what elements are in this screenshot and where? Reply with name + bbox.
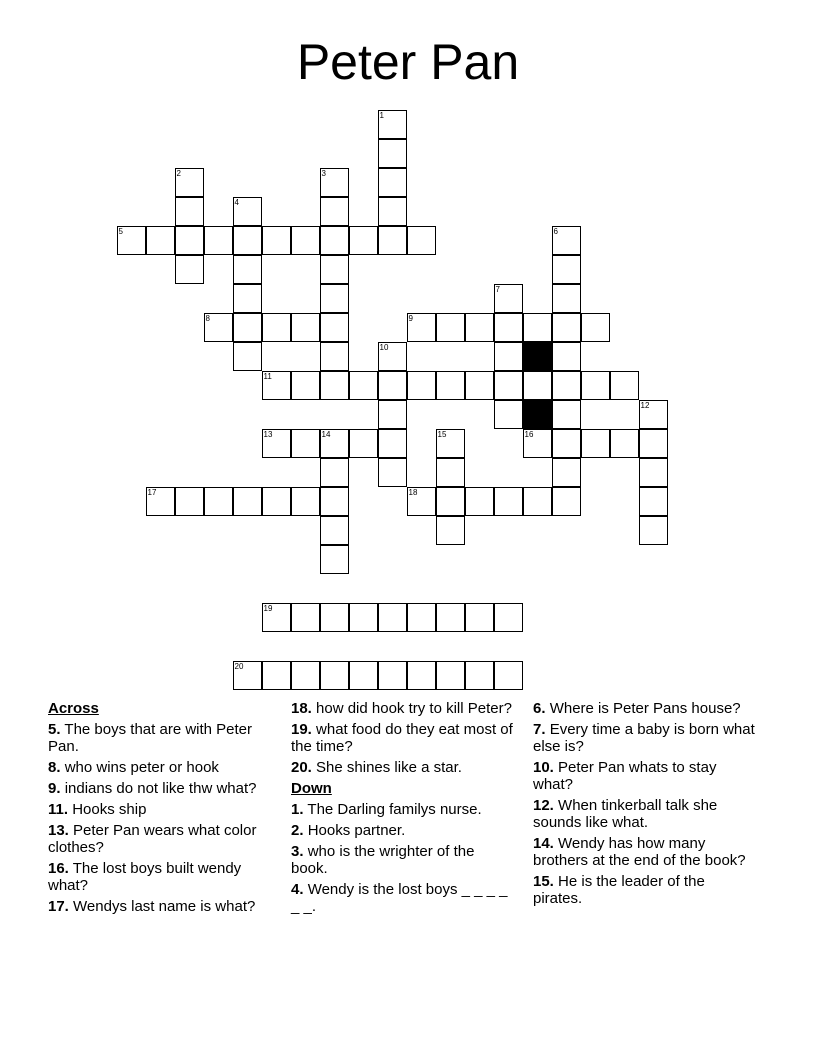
- clue-across-18: 18. how did hook try to kill Peter?: [291, 700, 512, 717]
- clue-across-16: 16. The lost boys built wendy what?: [48, 860, 242, 894]
- clue-number: 10: [379, 342, 389, 352]
- clue-across-8: 8. who wins peter or hook: [48, 759, 219, 776]
- grid-cell[interactable]: [552, 284, 581, 313]
- grid-cell[interactable]: [552, 313, 581, 342]
- grid-cell[interactable]: [494, 371, 523, 400]
- clue-down-4: 4. Wendy is the lost boys _ _ _ _ _ _.: [291, 881, 508, 915]
- grid-cell[interactable]: [320, 429, 349, 458]
- clues-column-2: [291, 700, 513, 919]
- clue-number: 5: [118, 226, 123, 236]
- grid-cell[interactable]: [175, 226, 204, 255]
- grid-cell[interactable]: [407, 226, 436, 255]
- black-cell: [523, 342, 552, 371]
- grid-cell[interactable]: [436, 487, 465, 516]
- clue-across-13: 13. Peter Pan wears what color clothes?: [48, 822, 257, 856]
- grid-cell[interactable]: [233, 197, 262, 226]
- grid-cell[interactable]: [494, 487, 523, 516]
- clue-number: 15: [437, 429, 447, 439]
- grid-cell[interactable]: [320, 603, 349, 632]
- grid-cell[interactable]: [639, 458, 668, 487]
- clue-number: 9: [408, 313, 413, 323]
- grid-cell[interactable]: [552, 458, 581, 487]
- clues-column-1: [48, 700, 268, 919]
- clue-number: 4: [234, 197, 239, 207]
- grid-cell[interactable]: [349, 429, 378, 458]
- clue-number: 2: [176, 168, 181, 178]
- grid-cell[interactable]: [378, 197, 407, 226]
- grid-cell[interactable]: [639, 487, 668, 516]
- clue-number: 11: [263, 371, 272, 381]
- grid-cell[interactable]: [175, 197, 204, 226]
- grid-cell[interactable]: [465, 487, 494, 516]
- grid-cell[interactable]: [175, 255, 204, 284]
- grid-cell[interactable]: [610, 429, 639, 458]
- grid-cell[interactable]: [320, 516, 349, 545]
- grid-cell[interactable]: [291, 429, 320, 458]
- grid-cell[interactable]: [320, 255, 349, 284]
- grid-cell[interactable]: [320, 226, 349, 255]
- clue-number: 8: [205, 313, 210, 323]
- grid-cell[interactable]: [407, 661, 436, 690]
- grid-cell[interactable]: [552, 342, 581, 371]
- clue-down-2: 2. Hooks partner.: [291, 822, 406, 839]
- grid-cell[interactable]: [378, 371, 407, 400]
- grid-cell[interactable]: [349, 371, 378, 400]
- grid-cell[interactable]: [465, 371, 494, 400]
- grid-cell[interactable]: [552, 371, 581, 400]
- grid-cell[interactable]: [610, 371, 639, 400]
- grid-cell[interactable]: [175, 487, 204, 516]
- grid-cell[interactable]: [378, 226, 407, 255]
- clue-number: 20: [234, 661, 244, 671]
- grid-cell[interactable]: [291, 226, 320, 255]
- grid-cell[interactable]: [523, 313, 552, 342]
- grid-cell[interactable]: [146, 487, 175, 516]
- grid-cell[interactable]: [494, 400, 523, 429]
- grid-cell[interactable]: [146, 226, 175, 255]
- grid-cell[interactable]: [465, 313, 494, 342]
- grid-cell[interactable]: [639, 429, 668, 458]
- grid-cell[interactable]: [639, 516, 668, 545]
- grid-cell[interactable]: [233, 661, 262, 690]
- grid-cell[interactable]: [581, 429, 610, 458]
- grid-cell[interactable]: [378, 429, 407, 458]
- grid-cell[interactable]: [407, 313, 436, 342]
- grid-cell[interactable]: [320, 458, 349, 487]
- clue-number: 13: [263, 429, 273, 439]
- grid-cell[interactable]: [262, 603, 291, 632]
- puzzle-title: Peter Pan: [296, 34, 520, 90]
- clue-down-10: 10. Peter Pan whats to stay what?: [533, 759, 717, 793]
- grid-cell[interactable]: [378, 603, 407, 632]
- grid-cell[interactable]: [291, 603, 320, 632]
- grid-cell[interactable]: [523, 371, 552, 400]
- grid-cell[interactable]: [204, 313, 233, 342]
- grid-cell[interactable]: [523, 429, 552, 458]
- grid-cell[interactable]: [349, 603, 378, 632]
- grid-cell[interactable]: [552, 400, 581, 429]
- clue-across-19: 19. what food do they eat most of the time?: [291, 721, 513, 755]
- grid-cell[interactable]: [552, 255, 581, 284]
- clue-number: 7: [495, 284, 500, 294]
- grid-cell[interactable]: [320, 342, 349, 371]
- grid-cell[interactable]: [465, 661, 494, 690]
- grid-cell[interactable]: [552, 487, 581, 516]
- clue-down-14: 14. Wendy has how many brothers at the end of the book?: [533, 835, 746, 869]
- clue-across-9: 9. indians do not like thw what?: [48, 780, 257, 797]
- grid-cell[interactable]: [436, 429, 465, 458]
- grid-cell[interactable]: [233, 342, 262, 371]
- grid-cell[interactable]: [407, 603, 436, 632]
- grid-cell[interactable]: [494, 284, 523, 313]
- grid-cell[interactable]: [552, 429, 581, 458]
- across-heading: Across: [48, 700, 99, 717]
- grid-cell[interactable]: [581, 313, 610, 342]
- clue-down-12: 12. When tinkerball talk she sounds like what.: [533, 797, 718, 831]
- down-heading: Down: [291, 780, 332, 797]
- grid-cell[interactable]: [349, 226, 378, 255]
- grid-cell[interactable]: [320, 313, 349, 342]
- clue-across-20: 20. She shines like a star.: [291, 759, 462, 776]
- grid-cell[interactable]: [291, 661, 320, 690]
- clue-down-3: 3. who is the wrighter of the book.: [291, 843, 475, 877]
- grid-cell[interactable]: [262, 661, 291, 690]
- grid-cell[interactable]: [436, 661, 465, 690]
- grid-cell[interactable]: [233, 487, 262, 516]
- grid-cell[interactable]: [320, 168, 349, 197]
- grid-cell[interactable]: [175, 168, 204, 197]
- grid-cell[interactable]: [378, 110, 407, 139]
- grid-cell[interactable]: [349, 661, 378, 690]
- grid-cell[interactable]: [233, 284, 262, 313]
- grid-cell[interactable]: [233, 313, 262, 342]
- grid-cell[interactable]: [204, 487, 233, 516]
- grid-cell[interactable]: [378, 400, 407, 429]
- clue-number: 6: [553, 226, 558, 236]
- grid-cell[interactable]: [494, 342, 523, 371]
- clue-across-17: 17. Wendys last name is what?: [48, 898, 256, 915]
- grid-cell[interactable]: [378, 661, 407, 690]
- clue-number: 16: [524, 429, 534, 439]
- grid-cell[interactable]: [262, 371, 291, 400]
- grid-cell[interactable]: [233, 226, 262, 255]
- grid-cell[interactable]: [494, 603, 523, 632]
- grid-cell[interactable]: [494, 661, 523, 690]
- grid-cell[interactable]: [523, 487, 552, 516]
- clue-down-1: 1. The Darling familys nurse.: [291, 801, 482, 818]
- grid-cell[interactable]: [320, 371, 349, 400]
- grid-cell[interactable]: [436, 603, 465, 632]
- clues-column-3: [533, 700, 758, 911]
- grid-cell[interactable]: [639, 400, 668, 429]
- clue-number: 18: [408, 487, 418, 497]
- grid-cell[interactable]: [117, 226, 146, 255]
- grid-cell[interactable]: [436, 458, 465, 487]
- grid-cell[interactable]: [436, 371, 465, 400]
- clue-number: 12: [640, 400, 650, 410]
- grid-cell[interactable]: [465, 603, 494, 632]
- grid-cell[interactable]: [436, 313, 465, 342]
- clue-down-15: 15. He is the leader of the pirates.: [533, 873, 705, 907]
- grid-cell[interactable]: [436, 516, 465, 545]
- grid-cell[interactable]: [407, 487, 436, 516]
- grid-cell[interactable]: [581, 371, 610, 400]
- grid-cell[interactable]: [262, 487, 291, 516]
- clue-across-5: 5. The boys that are with Peter Pan.: [48, 721, 253, 755]
- grid-cell[interactable]: [320, 197, 349, 226]
- clue-number: 19: [263, 603, 273, 613]
- grid-cell[interactable]: [378, 342, 407, 371]
- grid-cell[interactable]: [378, 458, 407, 487]
- grid-cell[interactable]: [291, 313, 320, 342]
- clue-number: 14: [321, 429, 331, 439]
- grid-cell[interactable]: [262, 429, 291, 458]
- grid-cell[interactable]: [204, 226, 233, 255]
- clue-across-11: 11. Hooks ship: [48, 801, 147, 818]
- grid-cell[interactable]: [262, 226, 291, 255]
- clue-number: 17: [147, 487, 157, 497]
- clue-down-7: 7. Every time a baby is born what else is?: [533, 721, 755, 755]
- grid-cell[interactable]: [291, 371, 320, 400]
- grid-cell[interactable]: [291, 487, 320, 516]
- black-cell: [523, 400, 552, 429]
- grid-cell[interactable]: [262, 313, 291, 342]
- grid-cell[interactable]: [494, 313, 523, 342]
- clue-number: 3: [321, 168, 326, 178]
- grid-cell[interactable]: [407, 371, 436, 400]
- grid-cell[interactable]: [552, 226, 581, 255]
- grid-cell[interactable]: [233, 255, 262, 284]
- grid-cell[interactable]: [378, 139, 407, 168]
- grid-cell[interactable]: [320, 284, 349, 313]
- clue-number: 1: [379, 110, 384, 120]
- grid-cell[interactable]: [320, 661, 349, 690]
- grid-cell[interactable]: [320, 487, 349, 516]
- grid-cell[interactable]: [378, 168, 407, 197]
- grid-cell[interactable]: [320, 545, 349, 574]
- clue-down-6: 6. Where is Peter Pans house?: [533, 700, 741, 717]
